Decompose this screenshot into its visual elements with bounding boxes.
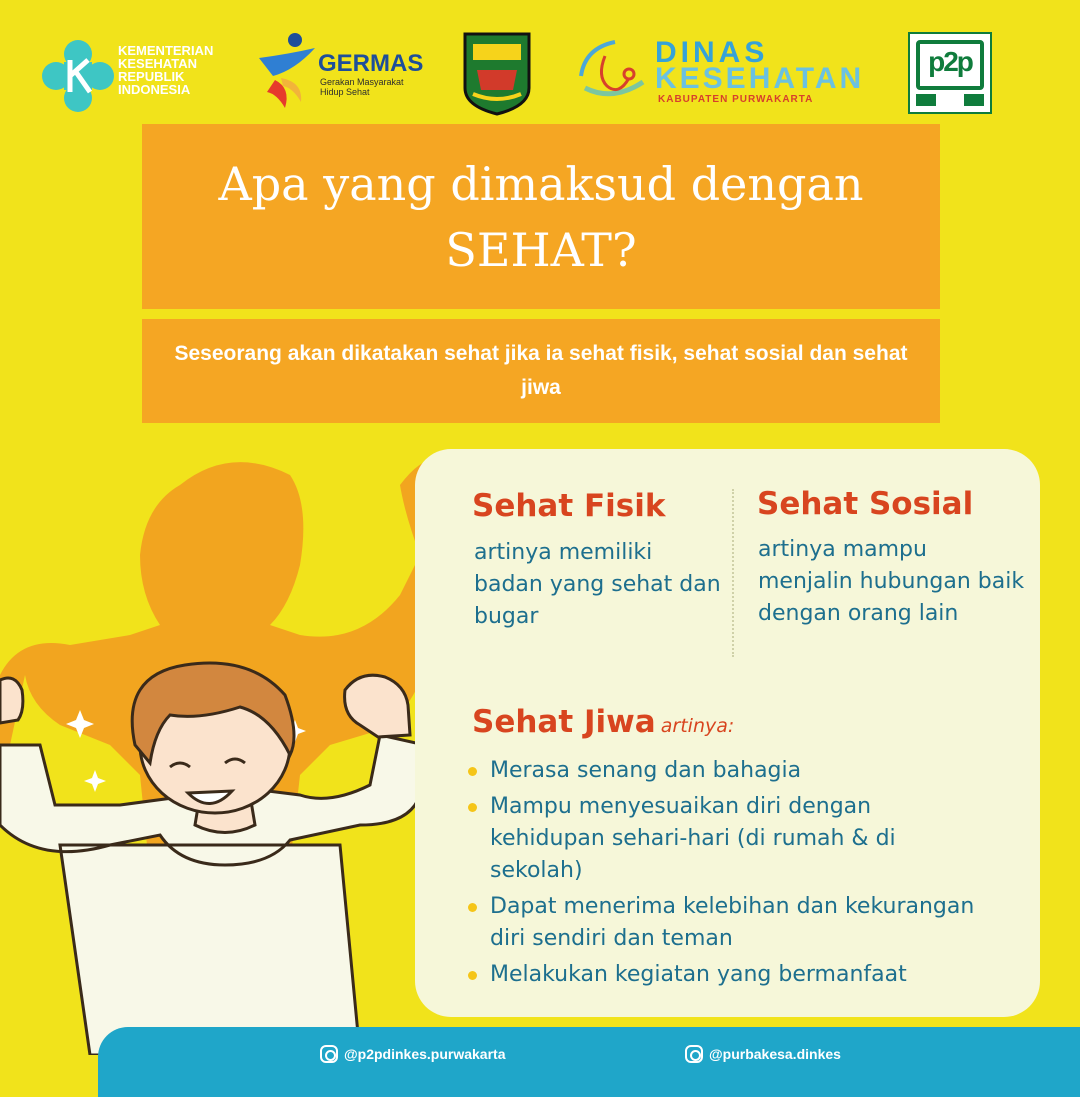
sehat-jiwa-heading-row xyxy=(472,704,734,740)
dinas-text: DINAS xyxy=(655,36,769,69)
list-item: Dapat menerima kelebihan dan kekurangan diri sendiri dan teman xyxy=(466,891,986,955)
footer-bar xyxy=(98,1027,1080,1097)
sehat-fisik-heading: Sehat Fisik xyxy=(472,488,666,524)
germas-title: GERMAS xyxy=(318,50,424,77)
germas-logo xyxy=(255,30,319,110)
kemenkes-text: KEMENTERIAN KESEHATAN REPUBLIK INDONESIA xyxy=(118,43,214,97)
instagram-icon xyxy=(320,1045,338,1063)
instagram-link-purbakesa[interactable] xyxy=(685,1045,841,1063)
germas-subtitle: Gerakan Masyarakat Hidup Sehat xyxy=(320,77,404,97)
sehat-fisik-text: artinya memiliki badan yang sehat dan bugar xyxy=(474,540,721,629)
sehat-jiwa-suffix: artinya: xyxy=(660,715,735,737)
page-subtitle: Seseorang akan dikatakan sehat jika ia sehat fisik, sehat sosial dan sehat jiwa xyxy=(174,342,908,399)
list-item: Melakukan kegiatan yang bermanfaat xyxy=(466,959,986,991)
list-item: Merasa senang dan bahagia xyxy=(466,755,986,787)
sehat-jiwa-heading: Sehat Jiwa xyxy=(472,704,656,740)
kesehatan-text: KESEHATAN xyxy=(655,62,865,95)
sehat-sosial-text: artinya mampu menjalin hubungan baik dengan orang lain xyxy=(758,537,1025,626)
page-title: Apa yang dimaksud dengan SEHAT? xyxy=(218,156,864,277)
list-item: Mampu menyesuaikan diri dengan kehidupan sehari-hari (di rumah & di sekolah) xyxy=(466,791,986,887)
sehat-sosial-heading: Sehat Sosial xyxy=(757,486,974,522)
subtitle-banner xyxy=(142,319,940,423)
purwakarta-emblem xyxy=(463,30,531,116)
instagram-handle: @purbakesa.dinkes xyxy=(709,1046,841,1062)
flexing-person-illustration xyxy=(0,445,470,1055)
instagram-handle: @p2pdinkes.purwakarta xyxy=(344,1046,506,1062)
instagram-icon xyxy=(685,1045,703,1063)
title-banner xyxy=(142,124,940,309)
column-divider xyxy=(732,489,734,657)
instagram-link-p2p[interactable] xyxy=(320,1045,505,1063)
kabupaten-text: KABUPATEN PURWAKARTA xyxy=(658,94,814,105)
p2p-logo: p2p xyxy=(908,32,992,114)
kemenkes-logo xyxy=(40,38,116,114)
dinas-kesehatan-logo xyxy=(575,36,651,108)
sehat-jiwa-list xyxy=(466,755,986,995)
